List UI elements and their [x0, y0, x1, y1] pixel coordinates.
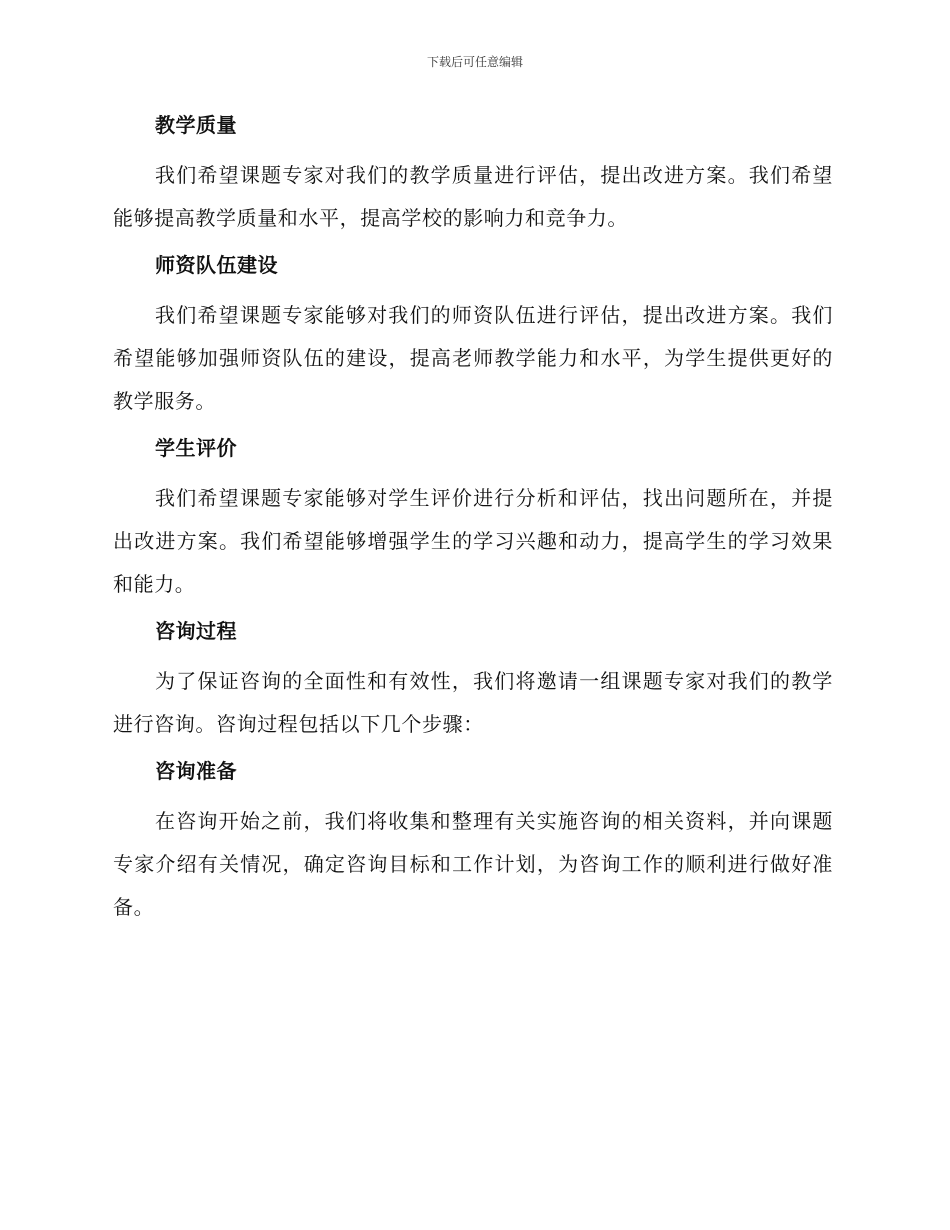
- section-paragraph: 我们希望课题专家能够对学生评价进行分析和评估，找出问题所在，并提出改进方案。我们希望能够增强学生的学习兴趣和动力，提高学生的学习效果和能力。: [113, 486, 833, 596]
- section-paragraph: 我们希望课题专家能够对我们的师资队伍进行评估，提出改进方案。我们希望能够加强师资队伍的建设，提高老师教学能力和水平，为学生提供更好的教学服务。: [113, 303, 833, 413]
- section-heading: 教学质量: [155, 113, 237, 137]
- document-body: [113, 108, 833, 937]
- section-paragraph: 为了保证咨询的全面性和有效性，我们将邀请一组课题专家对我们的教学进行咨询。咨询过程包括以下几个步骤：: [113, 669, 833, 736]
- section-consulting-process: [113, 614, 833, 746]
- section-paragraph: 在咨询开始之前，我们将收集和整理有关实施咨询的相关资料，并向课题专家介绍有关情况，确定咨询目标和工作计划，为咨询工作的顺利进行做好准备。: [113, 809, 833, 919]
- section-student-evaluation: [113, 431, 833, 606]
- section-heading: 咨询准备: [155, 759, 237, 783]
- section-paragraph: 我们希望课题专家对我们的教学质量进行评估，提出改进方案。我们希望能够提高教学质量和水平，提高学校的影响力和竞争力。: [113, 163, 833, 230]
- section-consulting-preparation: [113, 754, 833, 929]
- header-note: 下载后可任意编辑: [426, 55, 523, 69]
- section-heading: 师资队伍建设: [155, 253, 278, 277]
- section-teaching-quality: [113, 108, 833, 240]
- section-heading: 学生评价: [155, 436, 237, 460]
- section-faculty-building: [113, 248, 833, 423]
- section-heading: 咨询过程: [155, 619, 237, 643]
